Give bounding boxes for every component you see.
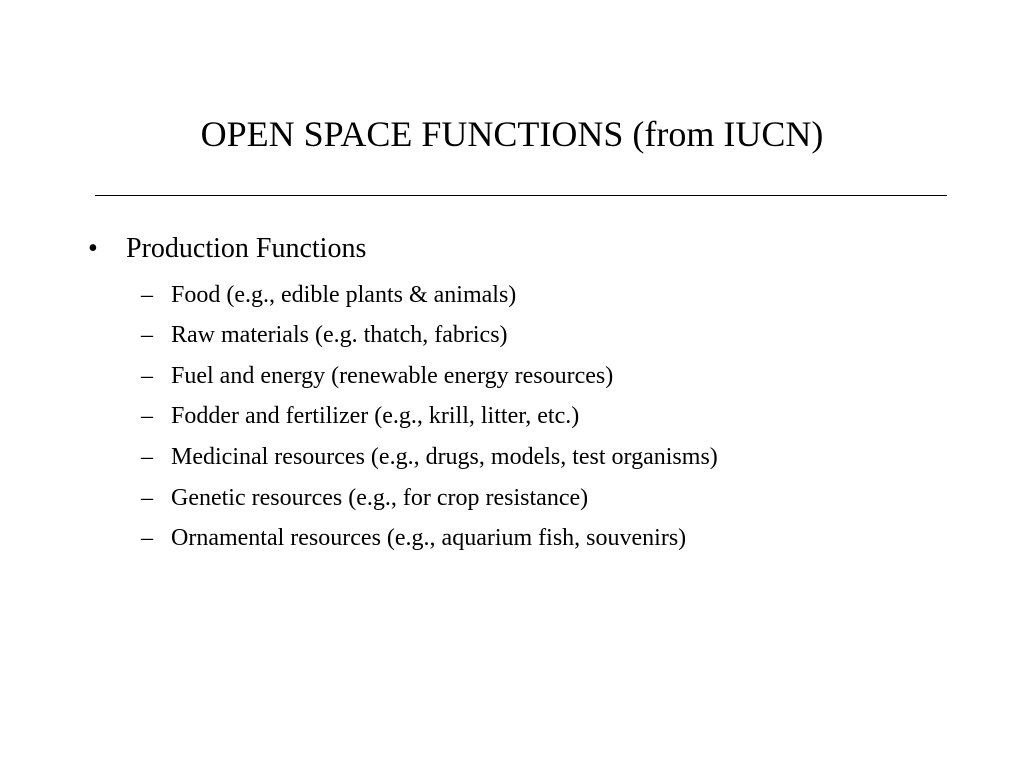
bullet-item-production-functions: [88, 231, 366, 267]
dash-marker: –: [141, 363, 153, 389]
sub-bullet-item: [141, 523, 686, 553]
sub-bullet-text: Genetic resources (e.g., for crop resistance): [171, 485, 589, 511]
bullet-heading: Production Functions: [126, 233, 367, 264]
dash-marker: –: [141, 525, 153, 551]
sub-bullet-item: [141, 483, 588, 513]
sub-bullet-text: Medicinal resources (e.g., drugs, models, test organisms): [171, 444, 718, 470]
bullet-marker: •: [88, 233, 98, 264]
sub-bullet-item: [141, 442, 718, 472]
dash-marker: –: [141, 322, 153, 348]
sub-bullet-item: [141, 361, 613, 391]
slide-title: OPEN SPACE FUNCTIONS (from IUCN): [200, 114, 824, 154]
sub-bullet-item: [141, 280, 516, 310]
sub-bullet-text: Ornamental resources (e.g., aquarium fish, souvenirs): [171, 525, 687, 551]
dash-marker: –: [141, 403, 153, 429]
sub-bullet-text: Raw materials (e.g. thatch, fabrics): [171, 322, 508, 348]
sub-bullet-text: Fodder and fertilizer (e.g., krill, litter, etc.): [171, 403, 580, 429]
dash-marker: –: [141, 485, 153, 511]
dash-marker: –: [141, 282, 153, 308]
sub-bullet-text: Food (e.g., edible plants & animals): [171, 282, 517, 308]
sub-bullet-item: [141, 401, 579, 431]
sub-bullet-text: Fuel and energy (renewable energy resources): [171, 363, 614, 389]
dash-marker: –: [141, 444, 153, 470]
sub-bullet-item: [141, 320, 508, 350]
